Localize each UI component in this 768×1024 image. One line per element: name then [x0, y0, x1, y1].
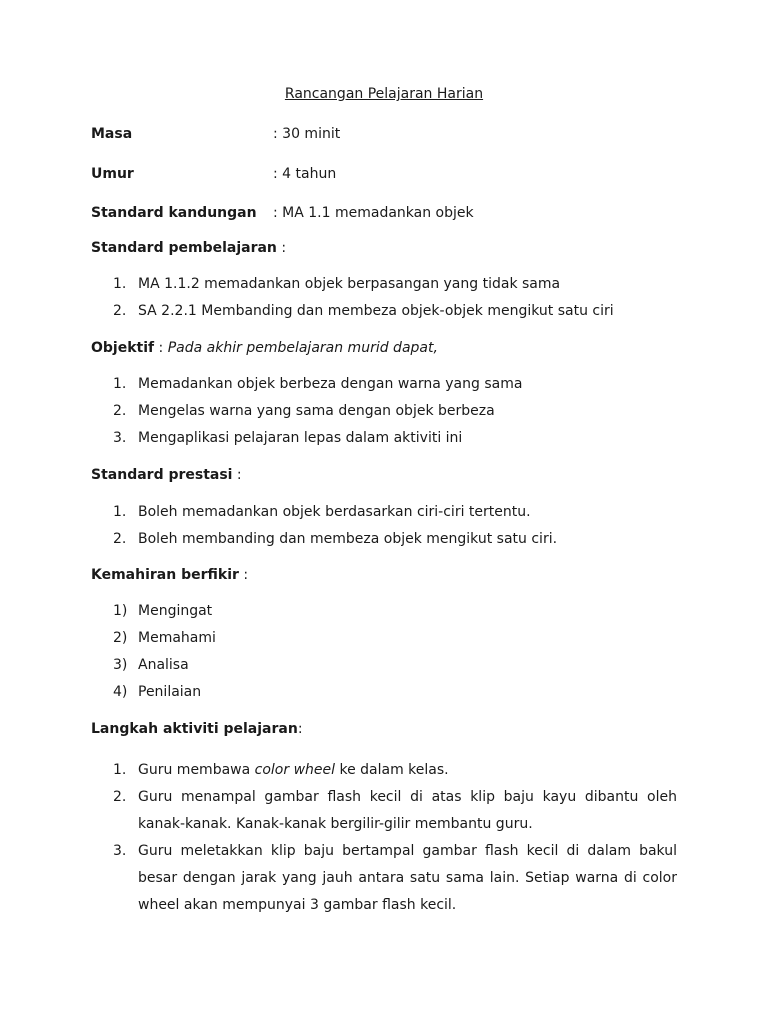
list-number: 1.	[113, 376, 127, 392]
list-item	[91, 630, 677, 657]
list-item	[91, 657, 677, 684]
list-item	[91, 784, 677, 838]
list-number: 3.	[113, 843, 127, 859]
list-item	[91, 504, 677, 531]
list-number: 3)	[113, 657, 128, 673]
heading-colon: :	[238, 567, 249, 583]
meta-label: Masa	[91, 126, 133, 142]
list-item	[91, 603, 677, 630]
list-text: Boleh memadankan objek berdasarkan ciri-ciri tertentu.	[138, 504, 531, 520]
heading-colon: :	[154, 340, 168, 356]
list-text: Boleh membanding dan membeza objek mengikut satu ciri.	[138, 531, 558, 547]
list-number: 2)	[113, 630, 128, 646]
list-text: Analisa	[138, 657, 189, 673]
list-text: Guru menampal gambar flash kecil di atas klip baju kayu dibantu oleh kanak-kanak. Kanak-kanak bergilir-gilir membantu guru.	[138, 789, 677, 832]
list-objektif	[91, 376, 677, 457]
list-text: Guru meletakkan klip baju bertampal gambar flash kecil di dalam bakul besar dengan jarak yang jauh antara satu sama lain. Setiap warna di color wheel akan mempunyai 3 gambar flash kecil.	[138, 843, 677, 913]
list-langkah-aktiviti	[91, 757, 677, 919]
list-item	[91, 757, 677, 784]
meta-row-masa	[91, 126, 677, 146]
list-number: 2.	[113, 403, 127, 419]
list-text: Penilaian	[138, 684, 202, 700]
meta-label: Standard kandungan	[91, 205, 257, 221]
list-text: MA 1.1.2 memadankan objek berpasangan yang tidak sama	[138, 276, 561, 292]
heading-objektif	[91, 340, 677, 356]
list-standard-prestasi	[91, 504, 677, 558]
list-text: Mengaplikasi pelajaran lepas dalam aktiviti ini	[138, 430, 463, 446]
meta-value: : 4 tahun	[273, 166, 337, 182]
heading-colon: :	[297, 721, 303, 737]
heading-label: Kemahiran berfikir	[91, 567, 239, 583]
objektif-intro: Pada akhir pembelajaran murid dapat,	[167, 340, 438, 356]
list-item	[91, 376, 677, 403]
list-number: 1.	[113, 504, 127, 520]
list-item	[91, 531, 677, 558]
heading-standard-prestasi	[91, 467, 677, 483]
heading-label: Langkah aktiviti pelajaran	[91, 721, 298, 737]
list-text: Mengingat	[138, 603, 213, 619]
list-number: 2.	[113, 303, 127, 319]
list-text: Mengelas warna yang sama dengan objek berbeza	[138, 403, 495, 419]
meta-row-umur	[91, 166, 677, 186]
list-item	[91, 403, 677, 430]
heading-colon: :	[276, 240, 287, 256]
heading-label: Standard pembelajaran	[91, 240, 277, 256]
list-text: Memadankan objek berbeza dengan warna yang sama	[138, 376, 523, 392]
meta-label: Umur	[91, 166, 134, 182]
list-number: 1.	[113, 762, 127, 778]
list-text: ke dalam kelas.	[335, 762, 449, 778]
heading-label: Objektif	[91, 340, 155, 356]
list-text: Guru membawa	[138, 762, 255, 778]
list-item	[91, 684, 677, 711]
list-number: 2.	[113, 531, 127, 547]
list-standard-pembelajaran	[91, 276, 677, 330]
list-kemahiran-berfikir	[91, 603, 677, 711]
heading-label: Standard prestasi	[91, 467, 233, 483]
list-item	[91, 303, 677, 330]
list-text-emphasis: color wheel	[254, 762, 336, 778]
list-item	[91, 838, 677, 919]
list-item	[91, 430, 677, 457]
list-text: Memahami	[138, 630, 216, 646]
list-number: 2.	[113, 789, 127, 805]
meta-value: : MA 1.1 memadankan objek	[273, 205, 474, 221]
heading-colon: :	[232, 467, 242, 483]
meta-value: : 30 minit	[273, 126, 341, 142]
list-number: 1)	[113, 603, 128, 619]
list-number: 4)	[113, 684, 128, 700]
document-title: Rancangan Pelajaran Harian	[284, 86, 484, 102]
meta-row-standard-kandungan	[91, 205, 677, 225]
heading-langkah-aktiviti	[91, 721, 677, 737]
list-text: SA 2.2.1 Membanding dan membeza objek-objek mengikut satu ciri	[138, 303, 614, 319]
list-number: 3.	[113, 430, 127, 446]
heading-standard-pembelajaran	[91, 240, 677, 256]
list-number: 1.	[113, 276, 127, 292]
list-item	[91, 276, 677, 303]
heading-kemahiran-berfikir	[91, 567, 677, 583]
